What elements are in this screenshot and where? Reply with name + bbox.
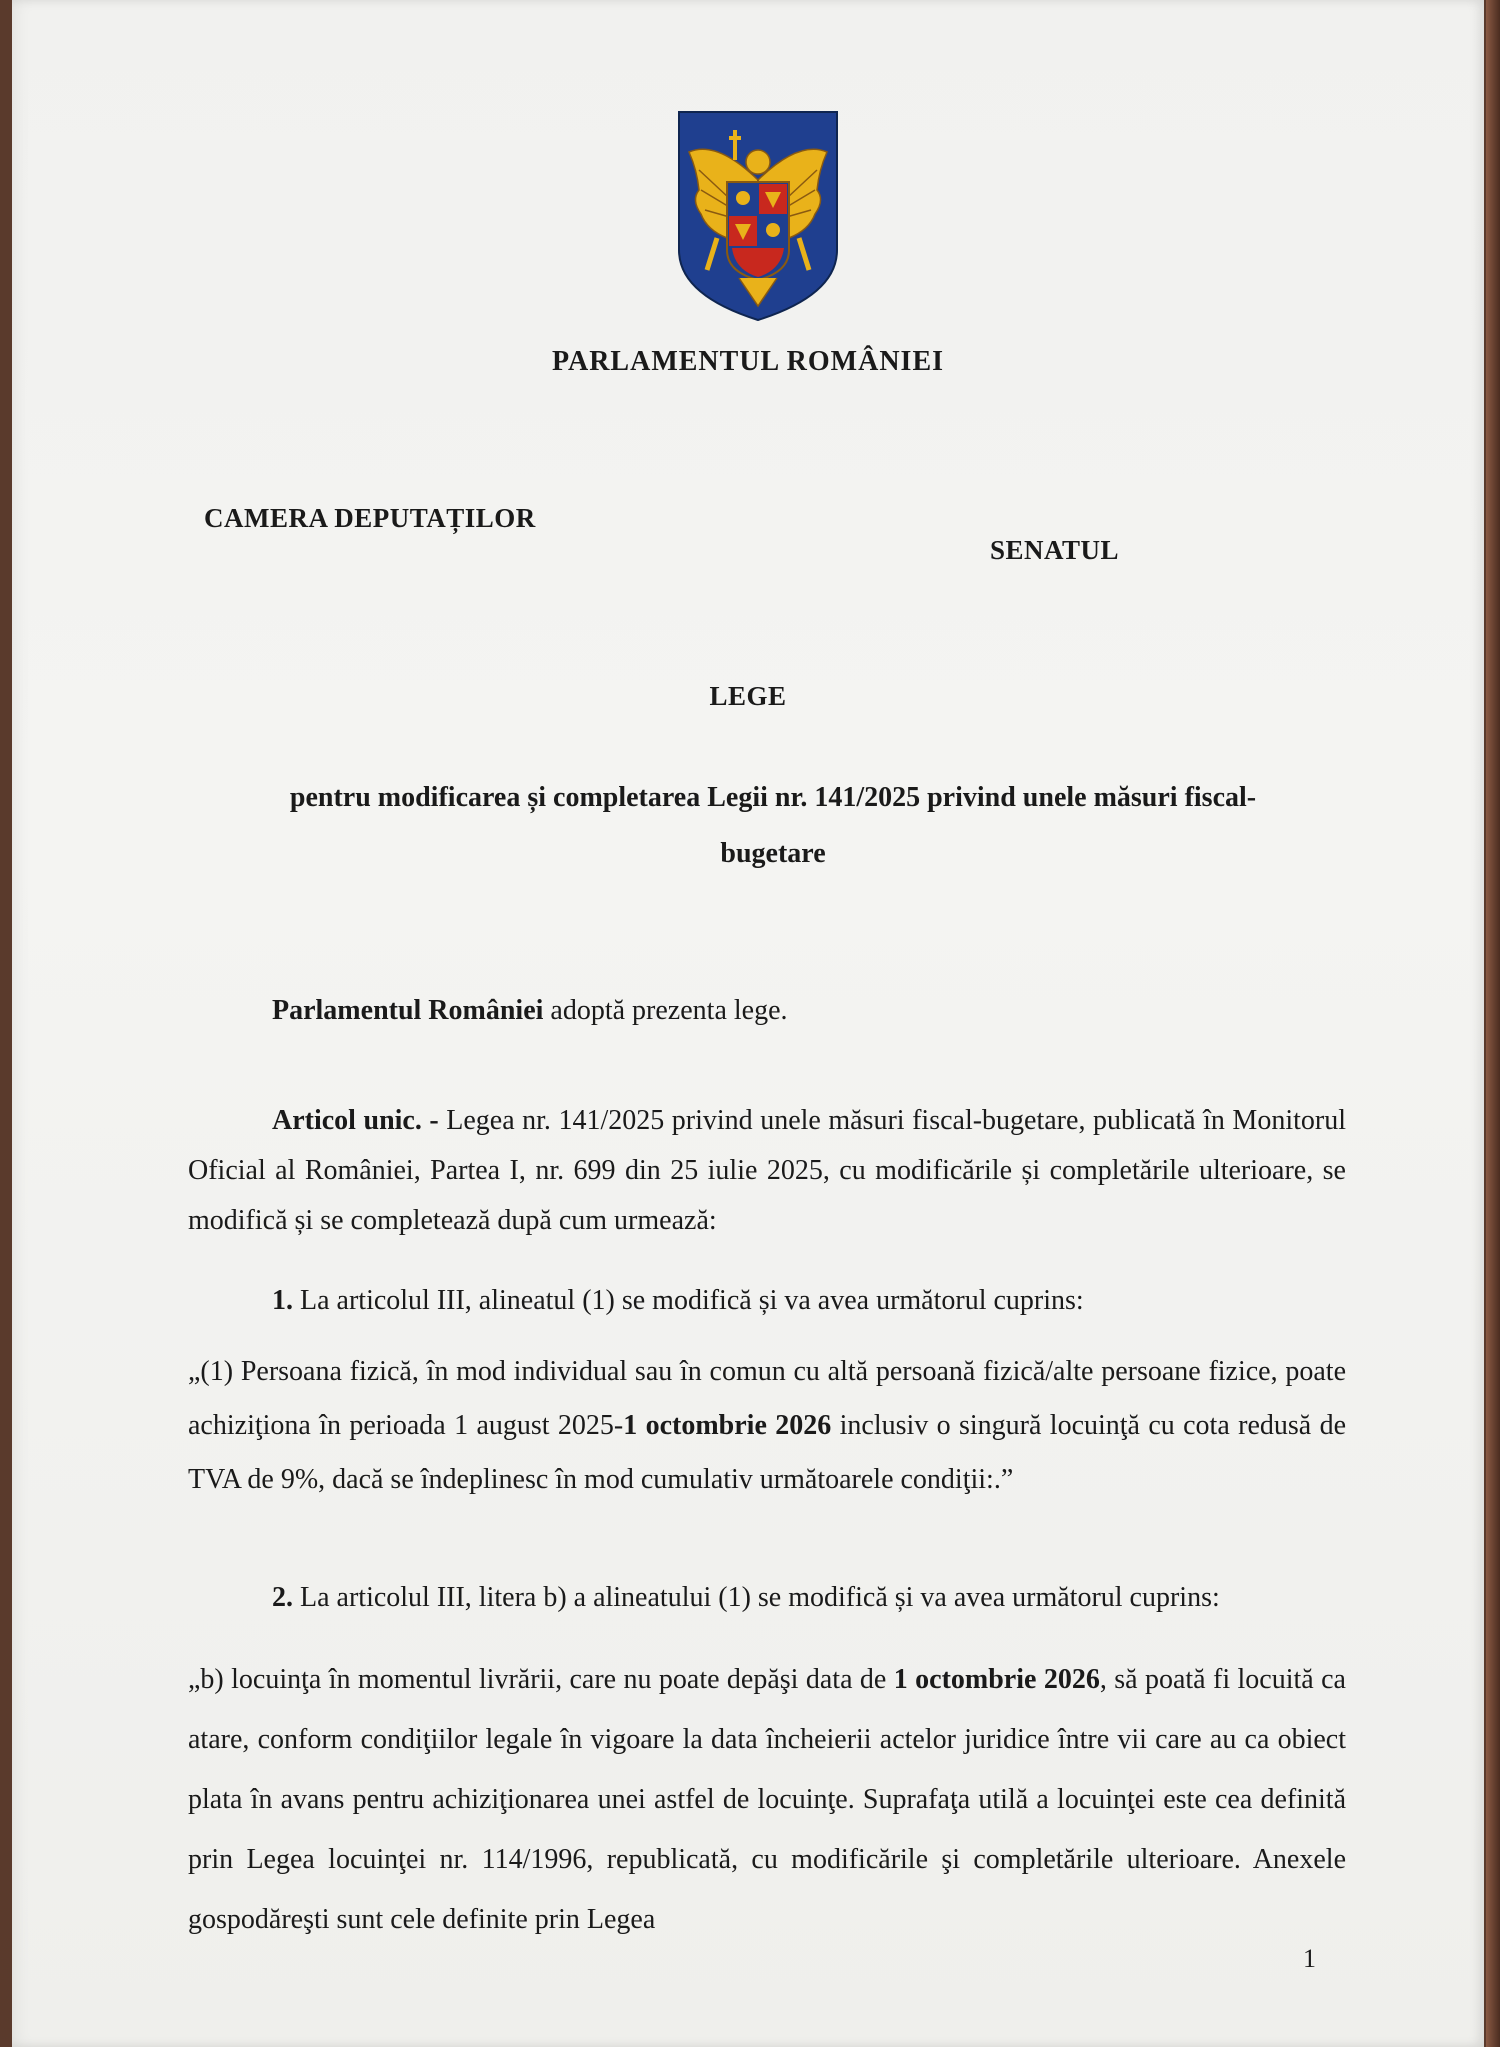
article-paragraph [188,1096,1346,1246]
document-type-heading: LEGE [709,681,787,711]
quote-1-paragraph [188,1345,1346,1507]
adoption-text: adoptă prezenta lege. [543,995,788,1026]
quote-2-paragraph [188,1650,1346,1950]
adoption-paragraph [188,986,1346,1036]
chamber-right-heading: SENATUL [990,535,1120,565]
quote-2-end: , să poată fi locuită ca atare, conform condiţiilor legale în vigoare la data încheierii actelor juridice între vii care au ca obiect plata în avans pentru achiziţionarea unei astfel de locuinţe. Suprafaţa utilă a locuinţei este cea definită prin Legea locuinţei nr. 114/1996, republicată, cu modificările şi completările ulterioare. Anexele gospodăreşti sunt cele definite prin Legea [188,1664,1346,1935]
romanian-coat-of-arms-icon [677,110,839,322]
quote-1-date: 1 octombrie 2026 [623,1410,832,1441]
point-1-number: 1. [272,1285,293,1316]
point-1-text: La articolul III, alineatul (1) se modifică și va avea următorul cuprins: [293,1285,1084,1316]
quote-1-end: inclusiv o singură locuinţă cu cota redusă de TVA de 9%, dacă se îndeplinesc în mod cumulativ următoarele condiţii:.” [188,1410,1346,1495]
page-number: 1 [1303,1944,1316,1973]
quote-2-date: 1 octombrie 2026 [893,1664,1100,1695]
title-line-1: pentru modificarea și completarea Legii nr. 141/2025 privind unele măsuri fiscal- [289,782,1257,813]
article-text: Legea nr. 141/2025 privind unele măsuri fiscal-bugetare, publicată în Monitorul Oficial al României, Partea I, nr. 699 din 25 iulie 2025, cu modificările și completările ulterioare, se modifică și se completează după cum urmează: [188,1105,1346,1236]
quote-1-start: „(1) Persoana fizică, în mod individual sau în comun cu altă persoană fizică/alte persoane fizice, poate achiziţiona în perioada 1 august 2025- [188,1356,1346,1441]
title-line-2: bugetare [720,838,826,869]
document-title [198,770,1348,882]
point-2-number: 2. [272,1582,293,1613]
institution-heading: PARLAMENTUL ROMÂNIEI [551,346,945,377]
chamber-left-heading: CAMERA DEPUTAȚILOR [204,503,536,533]
point-2-paragraph [188,1573,1346,1623]
adoption-subject: Parlamentul României [272,995,544,1026]
article-label: Articol unic. - [272,1105,439,1136]
point-1-paragraph [188,1276,1346,1326]
desk-background [1486,0,1500,2047]
quote-2-start: „b) locuinţa în momentul livrării, care nu poate depăşi data de [188,1664,894,1695]
point-2-text: La articolul III, litera b) a alineatului (1) se modifică și va avea următorul cuprins: [293,1582,1220,1613]
document-page [12,0,1484,2047]
